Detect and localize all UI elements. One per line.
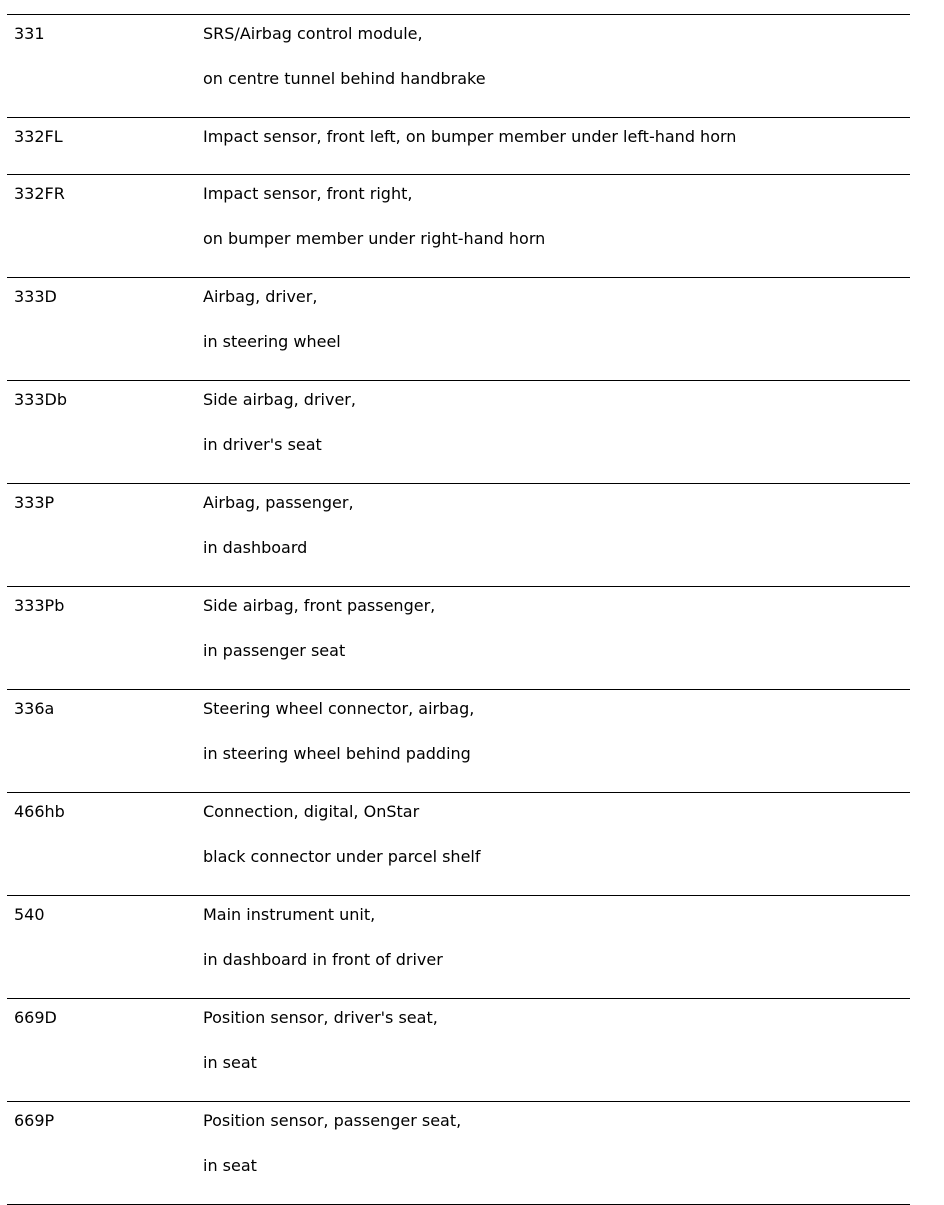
location-line: in dashboard in front of driver xyxy=(203,950,443,969)
table-row xyxy=(7,381,910,484)
description-line: Connection, digital, OnStar xyxy=(203,802,420,821)
description-line: Airbag, passenger, xyxy=(203,493,354,512)
component-description xyxy=(203,1111,461,1175)
table-row xyxy=(7,278,910,381)
component-description xyxy=(203,390,356,454)
description-line: Main instrument unit, xyxy=(203,905,376,924)
location-line: on bumper member under right-hand horn xyxy=(203,229,546,248)
component-description xyxy=(203,287,341,351)
component-code: 669D xyxy=(14,1008,57,1027)
description-line: Side airbag, driver, xyxy=(203,390,356,409)
component-code: 336a xyxy=(14,699,55,718)
component-description xyxy=(203,905,443,969)
location-line: in passenger seat xyxy=(203,641,346,660)
location-line: in steering wheel behind padding xyxy=(203,744,471,763)
location-line: in dashboard xyxy=(203,538,308,557)
component-description xyxy=(203,127,736,146)
component-table xyxy=(7,14,910,1205)
component-description xyxy=(203,699,474,763)
description-line: Airbag, driver, xyxy=(203,287,318,306)
location-line: in steering wheel xyxy=(203,332,341,351)
location-line: in seat xyxy=(203,1156,257,1175)
component-code: 332FL xyxy=(14,127,63,146)
component-code: 466hb xyxy=(14,802,65,821)
description-line: Steering wheel connector, airbag, xyxy=(203,699,475,718)
component-code: 540 xyxy=(14,905,45,924)
component-code: 333D xyxy=(14,287,57,306)
description-line: SRS/Airbag control module, xyxy=(203,24,423,43)
table-row xyxy=(7,118,910,175)
table-row xyxy=(7,793,910,896)
table-row xyxy=(7,15,910,118)
table-row xyxy=(7,690,910,793)
component-code: 333P xyxy=(14,493,55,512)
description-line: Position sensor, driver's seat, xyxy=(203,1008,438,1027)
table-row xyxy=(7,896,910,999)
location-line: in seat xyxy=(203,1053,257,1072)
location-line: in driver's seat xyxy=(203,435,322,454)
component-code: 333Db xyxy=(14,390,68,409)
description-line: Impact sensor, front right, xyxy=(203,184,413,203)
component-description xyxy=(203,596,435,660)
location-line: on centre tunnel behind handbrake xyxy=(203,69,486,88)
description-line: Impact sensor, front left, on bumper member under left-hand horn xyxy=(203,127,737,146)
component-description xyxy=(203,493,354,557)
table-row xyxy=(7,587,910,690)
component-description xyxy=(203,184,545,248)
description-line: Position sensor, passenger seat, xyxy=(203,1111,462,1130)
description-line: Side airbag, front passenger, xyxy=(203,596,436,615)
component-code: 332FR xyxy=(14,184,65,203)
component-code: 669P xyxy=(14,1111,55,1130)
component-description xyxy=(203,24,486,88)
location-line: black connector under parcel shelf xyxy=(203,847,481,866)
table-row xyxy=(7,175,910,278)
table-row xyxy=(7,1102,910,1205)
table-row xyxy=(7,999,910,1102)
component-description xyxy=(203,1008,438,1072)
table-row xyxy=(7,484,910,587)
component-description xyxy=(203,802,481,866)
component-code: 333Pb xyxy=(14,596,65,615)
component-code: 331 xyxy=(14,24,45,43)
